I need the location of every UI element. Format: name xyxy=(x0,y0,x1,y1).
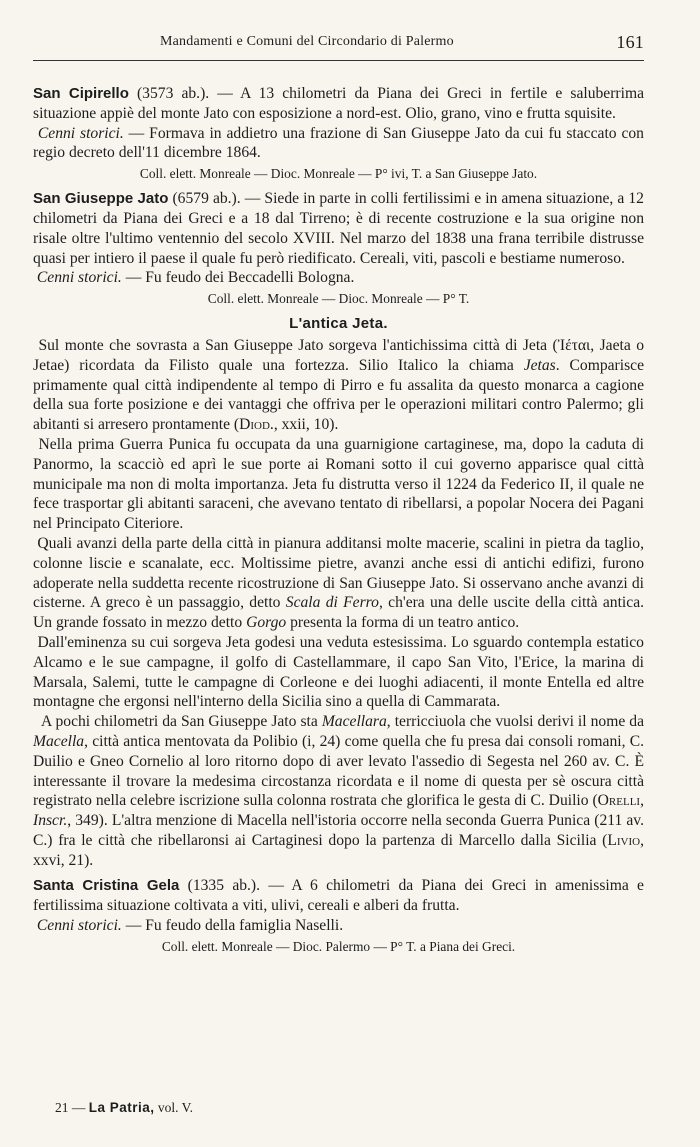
entry-name: San Cipirello xyxy=(33,85,129,102)
section-paragraph xyxy=(33,534,644,633)
cenni-text: — Fu feudo dei Beccadelli Bologna. xyxy=(125,269,355,287)
text-run: Sul monte che sovrasta a San Giuseppe Jato sorgeva l'antichissima città di Jeta ( xyxy=(38,336,558,354)
cenni-text: — Formava in addietro una frazione di San Giuseppe Jato da cui fu staccato con regio decreto dell'11 dicembre 1864. xyxy=(33,124,644,162)
text-run: , xxvi, 21). xyxy=(33,831,644,869)
page-number: 161 xyxy=(616,32,644,52)
section-paragraph xyxy=(33,336,644,435)
sheet-number: 21 xyxy=(55,1100,69,1115)
italic-term: Inscr. xyxy=(33,812,68,830)
text-run: . Comparisce primamente qual città indipendente al tempo di Pirro e fu assalita da questo monarca a cagione della sua forte posizione e dei vantaggi che offriva per le operazioni militari contro Palermo; gli abitanti si arresero prontamente ( xyxy=(33,356,644,434)
entry-san-cipirello xyxy=(33,84,644,183)
cenni-label: Cenni storici. xyxy=(36,917,122,935)
header-rule xyxy=(33,60,644,61)
text-run: Dall'eminenza su cui sorgeva Jeta godesi una veduta estesissima. Lo sguardo contempla estatico Alcamo e le sue campagne, il golfo di Castellammare, il capo San Vito, l'Erice, la marina di Marsala, Salemi, tutte le campagne di Corleone e dei luoghi adiacenti, il monte Entella ed altre montagne che ergonsi nell'interno della Sicilia sino a quella di Cammarata. xyxy=(33,633,644,711)
footer-dash: — xyxy=(71,1100,86,1115)
text-run: , 349). L'altra menzione di Macella nell'istoria occorre nella seconda Guerra Punica (211 av. C.) fra le città che ribellaronsi ai Cartaginesi dopo la partenza di Marcello dalla Sicilia ( xyxy=(33,812,644,849)
cenni-label: Cenni storici. xyxy=(36,269,122,287)
text-run: , Jaeta o Jetae) ricordata da Filisto quale una fortezza. Silio Italico la chiama xyxy=(33,336,644,374)
italic-term: Macellara xyxy=(321,713,387,731)
magazine-title: La Patria, xyxy=(88,1100,155,1115)
entry-population: (6579 ab.). xyxy=(172,190,241,208)
text-run: , città antica mentovata da Polibio (i, 24) come quella che fu presa dai consoli romani, C. Duilio e Gneo Cornelio al loro ritorno dopo di aver levato l'assedio di Segesta nel 260 av. C. È interessante il trovare la medesima circostanza ricordata e il nome di questa per sè oscura città registrato nella celebre iscrizione sulla colonna rostrata che glorifica le gesta di C. Duilio ( xyxy=(33,732,644,810)
page-footer xyxy=(55,1100,193,1116)
italic-term: Macella xyxy=(33,732,85,750)
italic-term: Scala di Ferro xyxy=(285,594,379,612)
entry-text: — A 13 chilometri da Piana dei Greci in fertile e saluberrima situazione appiè del monte Jato con esposizione a nord-est. Olio, grano, vino e frutta squisite. xyxy=(33,85,644,122)
entry-text: — A 6 chilometri da Piana dei Greci in amenissima e fertilissima situazione coltivata a viti, ulivi, cereali e alberi da frutta. xyxy=(33,877,644,915)
page-body xyxy=(33,84,644,962)
text-run: Nella prima Guerra Punica fu occupata da una guarnigione cartaginese, ma, dopo la caduta di Panormo, la scacciò ed aprì le sue porte ai Romani sotto il cui governo apparisce qual città municipale ma non di molta importanza. Jeta fu distrutta verso il 1224 da Federico II, il quale ne fece trasportar gli abitanti saraceni, che avevano tentato di ribellarsi, a popolar Nocera dei Pagani nel Principato Citeriore. xyxy=(33,435,645,533)
section-paragraph xyxy=(33,633,644,712)
italic-term: Jetas xyxy=(523,356,556,374)
entry-santa-cristina-gela xyxy=(33,876,644,955)
entry-name: San Giuseppe Jato xyxy=(33,190,169,208)
italic-term: Gorgo xyxy=(246,614,287,632)
entry-population: (3573 ab.). xyxy=(136,85,210,102)
citation-author: Orelli xyxy=(597,792,641,810)
section-title: L'antica Jeta. xyxy=(289,315,388,333)
entry-info: Coll. elett. Monreale — Dioc. Palermo — P° T. a Piana dei Greci. xyxy=(161,938,516,954)
text-run: , terricciuola che vuolsi derivi il nome da xyxy=(386,713,644,731)
running-title: Mandamenti e Comuni del Circondario di Palermo xyxy=(160,34,454,49)
greek-term: Ἰέται xyxy=(557,336,591,354)
citation-author: Diod. xyxy=(239,416,274,434)
text-run: Quali avanzi della parte della città in pianura additansi molte macerie, scalini in pietra da taglio, colonne liscie e scanalate, ecc. Moltissime pietre, avanzi anche essi di antichi edifizi, furono adoperate nella suddetta recente ricostruzione di San Giuseppe Jato. Si osservano anche avanzi di cisterne. A greco è un passaggio, detto xyxy=(33,534,644,612)
text-run: , ch'era una delle uscite della città antica. Un grande fossato in mezzo detto xyxy=(33,594,645,632)
entry-san-giuseppe-jato xyxy=(33,189,644,308)
section-paragraph xyxy=(33,712,644,870)
entry-info: Coll. elett. Monreale — Dioc. Monreale — P° T. xyxy=(207,291,470,307)
section-paragraph xyxy=(33,435,644,534)
text-run: , xxii, 10). xyxy=(273,416,339,434)
text-run: presenta la forma di un teatro antico. xyxy=(286,614,520,632)
cenni-label: Cenni storici. xyxy=(37,124,124,142)
volume-label: vol. V. xyxy=(157,1100,194,1115)
entry-text: — Siede in parte in colli fertilissimi e in amena situazione, a 12 chilometri da Piana dei Greci e a 18 dal Tirreno; è di recente costruzione e la sua origine non risale oltre l'ultimo ventennio del secolo XVIII. Nel marzo del 1838 una frana terribile distrusse quasi per intiero il paese il quale fu però riedificato. Cereali, viti, pascoli e bestiame numeroso. xyxy=(33,190,644,267)
cenni-text: — Fu feudo della famiglia Naselli. xyxy=(125,917,344,935)
citation-author: Livio xyxy=(607,831,641,849)
text-run: , xyxy=(640,792,644,810)
entry-name: Santa Cristina Gela xyxy=(33,877,180,895)
text-run: A pochi chilometri da San Giuseppe Jato sta xyxy=(41,713,322,731)
entry-info: Coll. elett. Monreale — Dioc. Monreale — P° ivi, T. a San Giuseppe Jato. xyxy=(139,166,538,182)
entry-population: (1335 ab.). xyxy=(187,877,261,895)
page-header xyxy=(33,32,644,54)
